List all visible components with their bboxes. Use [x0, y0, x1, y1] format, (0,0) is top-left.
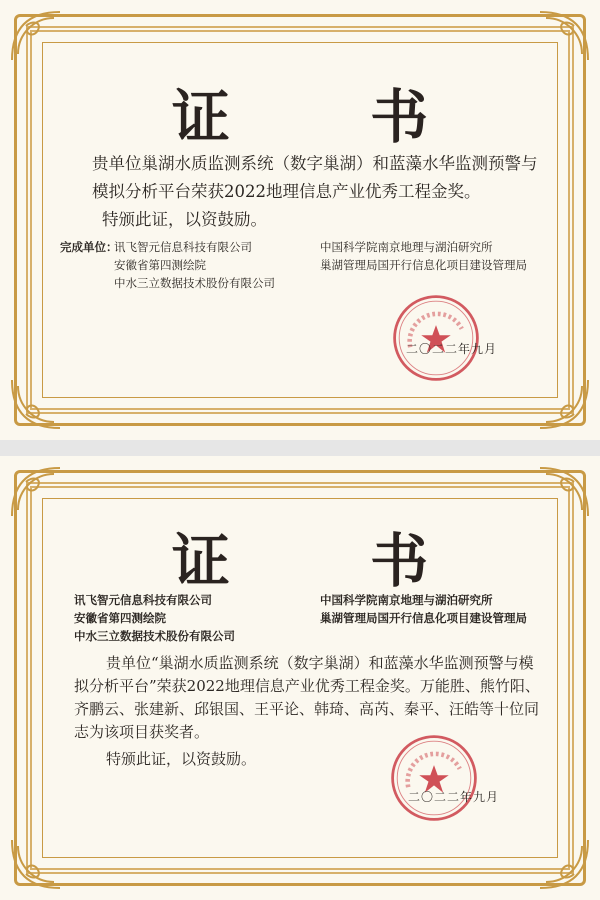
unit-list — [114, 238, 275, 292]
unit-name: 中水三立数据技术股份有限公司 — [74, 629, 235, 643]
unit-name: 安徽省第四测绘院 — [114, 258, 206, 272]
corner-ornament-icon — [8, 8, 64, 64]
corner-ornament-icon — [536, 464, 592, 520]
page-divider — [0, 440, 600, 456]
corner-ornament-icon — [8, 464, 64, 520]
award-paragraph: 贵单位“巢湖水质监测系统（数字巢湖）和蓝藻水华监测预警与模拟分析平台”荣获2022地理信息产业优秀工程金奖。万能胜、熊竹阳、齐鹏云、张建新、邱银国、王平论、韩琦、高芮、秦平、汪皓等十位同志为该项目获奖者。 — [74, 654, 540, 741]
completing-units-left — [60, 238, 275, 290]
award-paragraph: 贵单位巢湖水质监测系统（数字巢湖）和蓝藻水华监测预警与模拟分析平台荣获2022地理信息产业优秀工程金奖。 — [92, 154, 538, 201]
official-seal-icon — [388, 732, 480, 824]
unit-name: 安徽省第四测绘院 — [74, 611, 166, 625]
issue-date: 二〇二二年九月 — [408, 790, 500, 804]
unit-name: 中水三立数据技术股份有限公司 — [114, 276, 275, 290]
corner-ornament-icon — [8, 836, 64, 892]
corner-ornament-icon — [536, 836, 592, 892]
unit-name: 中国科学院南京地理与湖泊研究所 — [320, 240, 493, 254]
certificate-title: 证 书 — [171, 83, 489, 151]
corner-ornament-icon — [536, 376, 592, 432]
completing-units-right — [320, 591, 527, 627]
units-label: 完成单位： — [60, 240, 118, 254]
certificate-body — [92, 150, 540, 234]
unit-name: 中国科学院南京地理与湖泊研究所 — [320, 593, 493, 607]
certificate-1 — [0, 0, 600, 440]
unit-name: 讯飞智元信息科技有限公司 — [114, 240, 252, 254]
completing-units-left — [74, 591, 235, 645]
official-seal-icon — [390, 292, 482, 384]
unit-name: 巢湖管理局国开行信息化项目建设管理局 — [320, 611, 527, 625]
issue-date: 二〇二二年九月 — [406, 342, 498, 356]
corner-ornament-icon — [536, 8, 592, 64]
completing-units-right — [320, 238, 527, 274]
unit-name: 讯飞智元信息科技有限公司 — [74, 593, 212, 607]
encouragement-line: 特颁此证，以资鼓励。 — [102, 210, 267, 229]
certificate-title: 证 书 — [171, 527, 489, 595]
encouragement-line: 特颁此证，以资鼓励。 — [106, 750, 257, 768]
unit-name: 巢湖管理局国开行信息化项目建设管理局 — [320, 258, 527, 272]
certificate-2 — [0, 456, 600, 900]
corner-ornament-icon — [8, 376, 64, 432]
